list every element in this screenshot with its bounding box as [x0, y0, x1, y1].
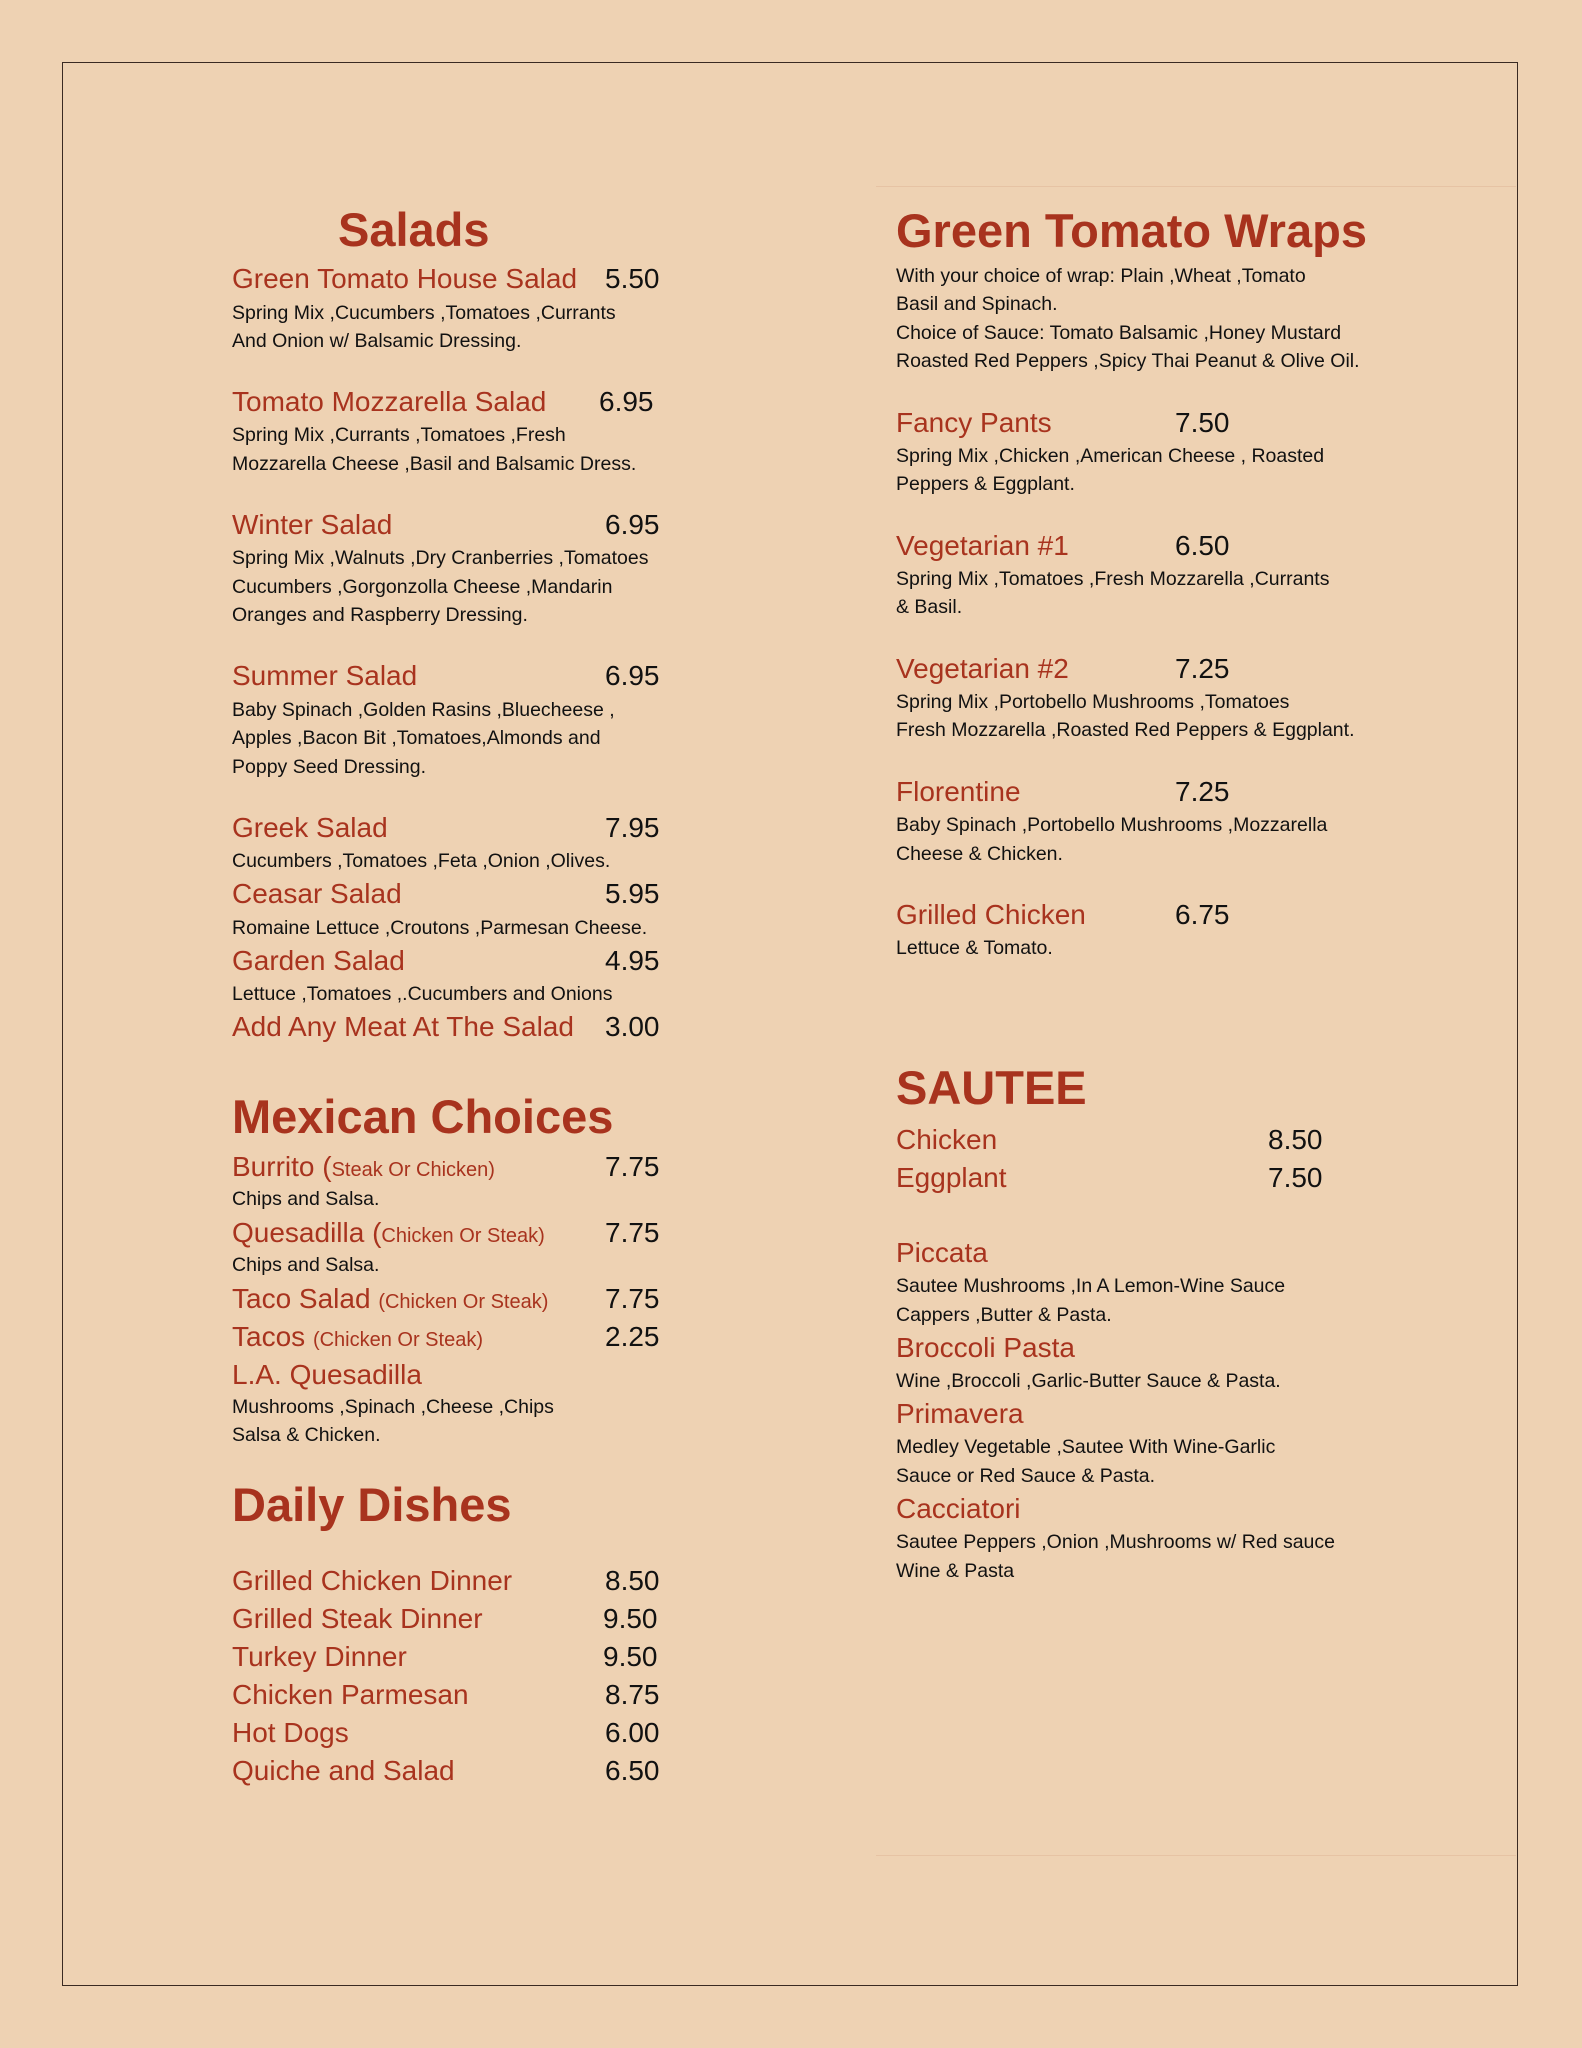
salad-item-desc: Apples ,Bacon Bit ,Tomatoes,Almonds and — [232, 727, 601, 749]
daily-item-name: Hot Dogs — [232, 1717, 349, 1748]
salad-item-desc: Poppy Seed Dressing. — [232, 756, 427, 778]
salad-item-price: 6.95 — [605, 509, 660, 540]
mexican-item-title: Quesadilla ( — [232, 1217, 382, 1248]
sautee-style-desc: Sautee Mushrooms ,In A Lemon-Wine Sauce — [896, 1275, 1286, 1297]
sautee-style-desc: Sauce or Red Sauce & Pasta. — [896, 1465, 1156, 1487]
wrap-item-price: 7.50 — [1175, 407, 1230, 438]
mexican-item-desc: Chips and Salsa. — [232, 1254, 380, 1276]
wrap-item-desc: Lettuce & Tomato. — [896, 937, 1053, 959]
mexican-item-name — [232, 1150, 495, 1187]
mexican-item-desc: Chips and Salsa. — [232, 1188, 380, 1210]
mexican-item-option: (Chicken Or Steak) — [312, 1329, 483, 1351]
mexican-item-desc: Mushrooms ,Spinach ,Cheese ,Chips — [232, 1396, 554, 1418]
daily-item-price: 8.75 — [605, 1679, 660, 1710]
wrap-item-price: 7.25 — [1175, 653, 1230, 684]
salad-item-name: Tomato Mozzarella Salad — [232, 386, 547, 417]
wrap-item-price: 6.50 — [1175, 530, 1230, 561]
sautee-style-desc: Cappers ,Butter & Pasta. — [896, 1304, 1112, 1326]
salad-item-name: Greek Salad — [232, 812, 388, 843]
wrap-item-name: Florentine — [896, 776, 1021, 807]
daily-item-name: Quiche and Salad — [232, 1755, 455, 1786]
sautee-style-name: Broccoli Pasta — [896, 1332, 1075, 1363]
mexican-item-option: Chicken Or Steak) — [381, 1225, 545, 1247]
wrap-item-name: Fancy Pants — [896, 407, 1052, 438]
salad-item-price: 4.95 — [605, 945, 660, 976]
sautee-style-name: Primavera — [896, 1398, 1024, 1429]
wrap-item-name: Grilled Chicken — [896, 899, 1086, 930]
sautee-style-name: Piccata — [896, 1237, 988, 1268]
salad-item-price: 3.00 — [605, 1011, 660, 1042]
salad-item-desc: And Onion w/ Balsamic Dressing. — [232, 330, 522, 352]
salad-item-price: 5.95 — [605, 878, 660, 909]
daily-item-price: 9.50 — [603, 1603, 658, 1634]
mexican-item-price: 7.75 — [605, 1217, 660, 1248]
sautee-style-name: Cacciatori — [896, 1493, 1021, 1524]
salad-item-desc: Baby Spinach ,Golden Rasins ,Bluecheese , — [232, 699, 615, 721]
wrap-item-desc: & Basil. — [896, 596, 963, 618]
sautee-item-name: Eggplant — [896, 1162, 1007, 1193]
salads-heading: Salads — [338, 203, 490, 256]
salad-item-price: 5.50 — [605, 263, 660, 294]
wrap-item-desc: Spring Mix ,Portobello Mushrooms ,Tomatoes — [896, 691, 1290, 713]
sautee-item-price: 7.50 — [1268, 1162, 1323, 1193]
salad-item-name: Summer Salad — [232, 660, 418, 691]
daily-item-name: Turkey Dinner — [232, 1641, 407, 1672]
sautee-heading: SAUTEE — [896, 1061, 1087, 1114]
salad-item-price: 6.95 — [605, 660, 660, 691]
sautee-style-desc: Wine & Pasta — [896, 1560, 1015, 1582]
salad-item-desc: Cucumbers ,Tomatoes ,Feta ,Onion ,Olives. — [232, 850, 611, 872]
wrap-item-desc: Spring Mix ,Chicken ,American Cheese , Roasted — [896, 445, 1325, 467]
salad-item-desc: Mozzarella Cheese ,Basil and Balsamic Dress. — [232, 453, 637, 475]
wrap-item-desc: Baby Spinach ,Portobello Mushrooms ,Mozzarella — [896, 814, 1328, 836]
mexican-item-title: Taco Salad — [232, 1283, 379, 1314]
wraps-intro: Choice of Sauce: Tomato Balsamic ,Honey Mustard — [896, 322, 1342, 344]
wrap-item-desc: Fresh Mozzarella ,Roasted Red Peppers & Eggplant. — [896, 719, 1355, 741]
sautee-item-name: Chicken — [896, 1124, 998, 1155]
salad-item-price: 6.95 — [599, 386, 654, 417]
daily-item-name: Grilled Steak Dinner — [232, 1603, 483, 1634]
mexican-heading: Mexican Choices — [232, 1090, 614, 1143]
wraps-intro: With your choice of wrap: Plain ,Wheat ,Tomato — [896, 265, 1306, 287]
sautee-style-desc: Sautee Peppers ,Onion ,Mushrooms w/ Red sauce — [896, 1531, 1335, 1553]
mexican-item-desc: Salsa & Chicken. — [232, 1424, 381, 1446]
wrap-item-price: 6.75 — [1175, 899, 1230, 930]
daily-item-price: 6.00 — [605, 1717, 660, 1748]
mexican-item-option: Steak Or Chicken) — [331, 1159, 495, 1181]
sautee-style-desc: Medley Vegetable ,Sautee With Wine-Garlic — [896, 1436, 1276, 1458]
mexican-item-name — [232, 1320, 483, 1357]
mexican-item-price: 7.75 — [605, 1151, 660, 1182]
wrap-item-name: Vegetarian #2 — [896, 653, 1069, 684]
mexican-item-title: Burrito ( — [232, 1151, 332, 1182]
mexican-item-name: L.A. Quesadilla — [232, 1359, 422, 1390]
daily-item-name: Grilled Chicken Dinner — [232, 1565, 513, 1596]
salad-item-price: 7.95 — [605, 812, 660, 843]
salad-item-name: Add Any Meat At The Salad — [232, 1011, 574, 1042]
daily-heading: Daily Dishes — [232, 1478, 512, 1531]
salad-item-name: Green Tomato House Salad — [232, 263, 578, 294]
daily-item-name: Chicken Parmesan — [232, 1679, 469, 1710]
mexican-item-option: (Chicken Or Steak) — [378, 1291, 549, 1313]
mexican-item-name — [232, 1282, 548, 1319]
daily-item-price: 6.50 — [605, 1755, 660, 1786]
wrap-item-name: Vegetarian #1 — [896, 530, 1069, 561]
daily-item-price: 9.50 — [603, 1641, 658, 1672]
mexican-item-price: 7.75 — [605, 1283, 660, 1314]
daily-item-price: 8.50 — [605, 1565, 660, 1596]
salad-item-desc: Lettuce ,Tomatoes ,.Cucumbers and Onions — [232, 983, 613, 1005]
wrap-item-desc: Cheese & Chicken. — [896, 843, 1063, 865]
salad-item-name: Winter Salad — [232, 509, 393, 540]
salad-item-name: Garden Salad — [232, 945, 405, 976]
salad-item-desc: Spring Mix ,Cucumbers ,Tomatoes ,Currants — [232, 302, 616, 324]
sautee-item-price: 8.50 — [1268, 1124, 1323, 1155]
wraps-intro: Roasted Red Peppers ,Spicy Thai Peanut & Olive Oil. — [896, 350, 1360, 372]
wraps-intro: Basil and Spinach. — [896, 293, 1058, 315]
salad-item-desc: Oranges and Raspberry Dressing. — [232, 604, 528, 626]
wrap-item-desc: Peppers & Eggplant. — [896, 473, 1075, 495]
wraps-heading: Green Tomato Wraps — [896, 204, 1367, 257]
mexican-item-name — [232, 1216, 545, 1253]
salad-item-desc: Spring Mix ,Walnuts ,Dry Cranberries ,Tomatoes — [232, 547, 649, 569]
salad-item-name: Ceasar Salad — [232, 878, 402, 909]
salad-item-desc: Romaine Lettuce ,Croutons ,Parmesan Cheese. — [232, 917, 648, 939]
wrap-item-price: 7.25 — [1175, 776, 1230, 807]
wrap-item-desc: Spring Mix ,Tomatoes ,Fresh Mozzarella ,Currants — [896, 568, 1330, 590]
sautee-style-desc: Wine ,Broccoli ,Garlic-Butter Sauce & Pasta. — [896, 1370, 1281, 1392]
salad-item-desc: Spring Mix ,Currants ,Tomatoes ,Fresh — [232, 424, 566, 446]
salad-item-desc: Cucumbers ,Gorgonzolla Cheese ,Mandarin — [232, 576, 613, 598]
mexican-item-price: 2.25 — [605, 1321, 660, 1352]
mexican-item-title: Tacos — [232, 1321, 313, 1352]
